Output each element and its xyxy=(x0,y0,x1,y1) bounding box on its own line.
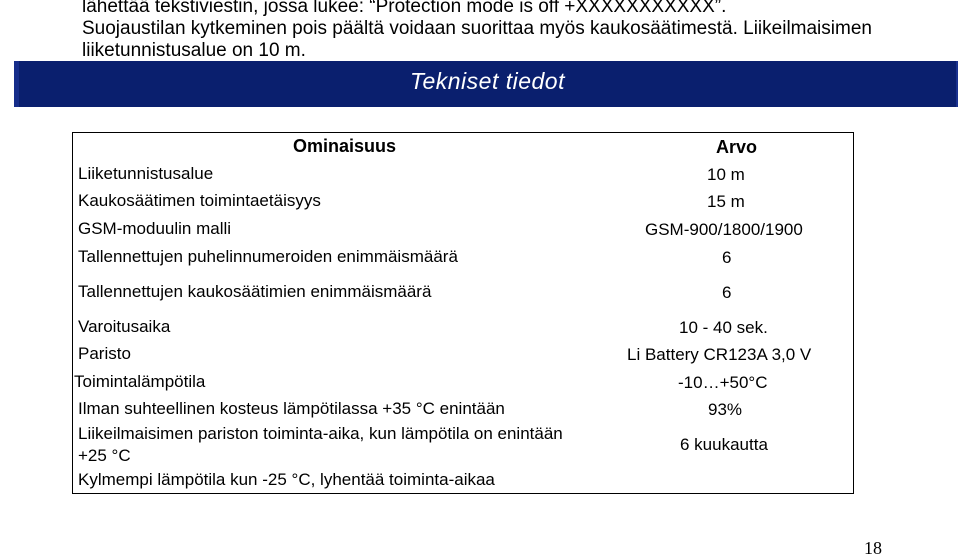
table-header-value: Arvo xyxy=(716,137,758,157)
row-property: Kylmempi lämpötila kun -25 °C, lyhentää toiminta-aikaa xyxy=(78,470,495,489)
section-banner xyxy=(14,61,958,107)
row-property: Kaukosäätimen toimintaetäisyys xyxy=(78,191,321,210)
row-property: Tallennettujen kaukosäätimien enimmäismäärä xyxy=(78,282,432,301)
row-property-line-2: +25 °C xyxy=(78,446,131,465)
row-value: 93% xyxy=(708,400,743,419)
row-property: Liiketunnistusalue xyxy=(78,164,214,183)
row-value: 10 - 40 sek. xyxy=(679,318,768,337)
row-value: 15 m xyxy=(707,192,745,211)
row-value: GSM-900/1800/1900 xyxy=(645,220,803,239)
row-value: 6 xyxy=(722,248,732,267)
row-value: 6 xyxy=(722,283,732,302)
row-property: GSM-moduulin malli xyxy=(78,219,232,238)
table-header-property: Ominaisuus xyxy=(293,136,397,156)
page-number: 18 xyxy=(864,538,882,558)
row-value: Li Battery CR123A 3,0 V xyxy=(627,345,812,364)
intro-line-3: liiketunnistusalue on 10 m. xyxy=(82,40,306,61)
intro-paragraph xyxy=(82,0,942,62)
row-property: Toimintalämpötila xyxy=(74,372,206,391)
row-property: Varoitusaika xyxy=(78,317,171,336)
row-value: 10 m xyxy=(707,165,745,184)
row-property: Paristo xyxy=(78,344,131,363)
row-property: Liikeilmaisimen pariston toiminta-aika, kun lämpötila on enintään xyxy=(78,424,563,443)
section-title: Tekniset tiedot xyxy=(410,68,565,94)
intro-line-2: Suojaustilan kytkeminen pois päältä voidaan suorittaa myös kaukosäätimestä. Liikeilmaisimen xyxy=(82,18,872,39)
row-property: Tallennettujen puhelinnumeroiden enimmäismäärä xyxy=(78,247,458,266)
row-value: 6 kuukautta xyxy=(680,435,768,454)
row-property: Ilman suhteellinen kosteus lämpötilassa +35 °C enintään xyxy=(78,399,505,418)
intro-line-1: lähettää tekstiviestin, jossa lukee: “Protection mode is off +XXXXXXXXXXX”. xyxy=(82,0,727,17)
row-value: -10…+50°C xyxy=(678,373,768,392)
